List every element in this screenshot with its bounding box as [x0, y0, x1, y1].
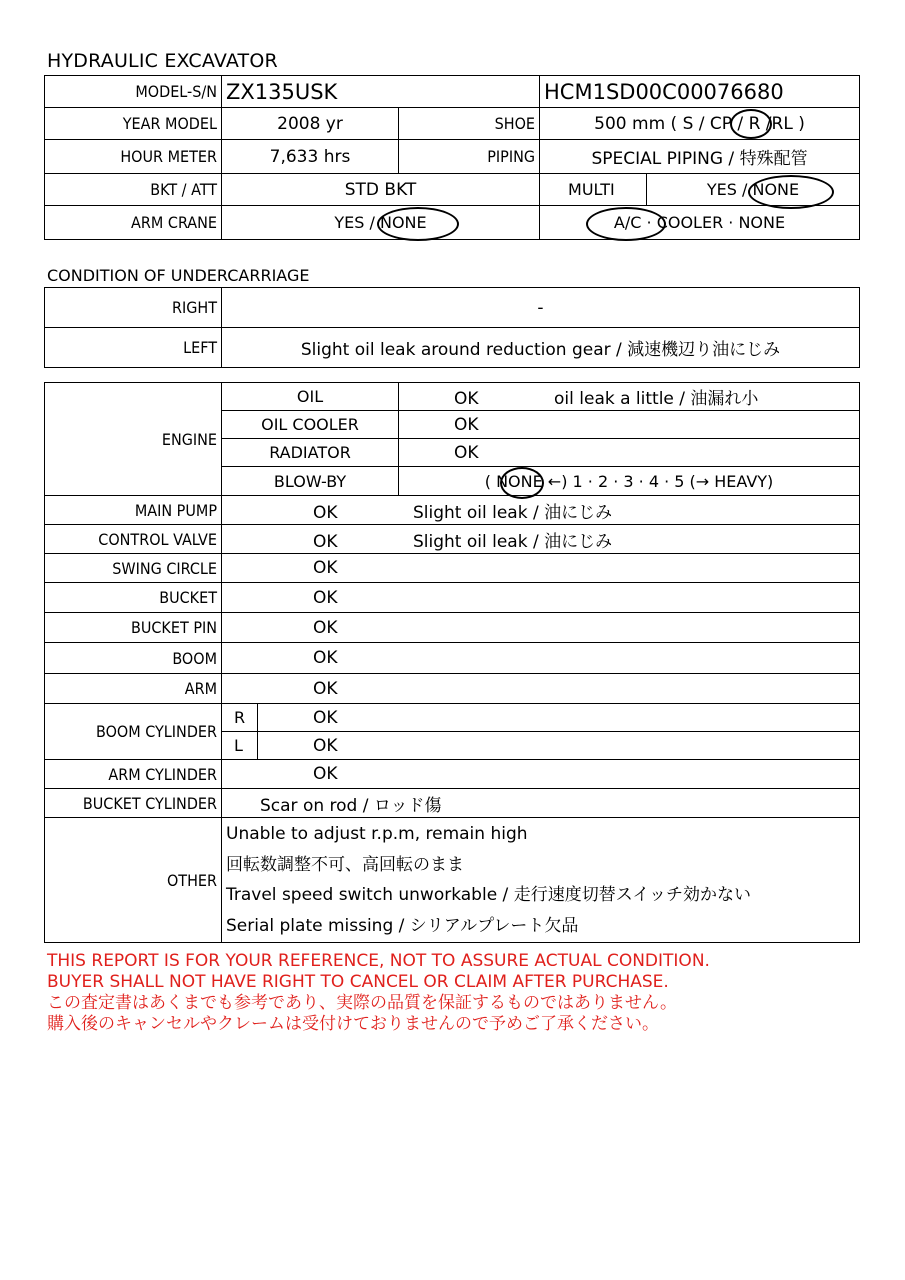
hour-meter-label: HOUR METER — [45, 140, 222, 174]
multi-label: MULTI — [540, 174, 647, 206]
disclaimer-line: 購入後のキャンセルやクレームは受付けておりませんので予めご了承ください。 — [47, 1014, 659, 1034]
arm-crane-none-circle — [377, 207, 459, 241]
serial-number-value: HCM1SD00C00076680 — [540, 76, 860, 108]
blowby-level-circle — [500, 467, 544, 499]
disclaimer — [47, 951, 710, 1035]
model-sn-label: MODEL-S/N — [45, 76, 222, 108]
multi-none-circle — [748, 175, 834, 209]
arm-status: OK — [222, 674, 860, 704]
boom-cylinder-l-status: OK — [258, 732, 860, 760]
oil-cooler-status: OK — [399, 411, 860, 439]
bucket-label: BUCKET — [45, 583, 222, 613]
control-valve-status: OK — [313, 531, 338, 552]
other-line: Serial plate missing / シリアルプレート欠品 — [226, 915, 579, 936]
ac-circle — [586, 207, 666, 241]
year-value: 2008 yr — [222, 108, 399, 140]
arm-cylinder-status: OK — [222, 760, 860, 789]
other-line: 回転数調整不可、高回転のまま — [226, 854, 464, 875]
boom-cylinder-r-status: OK — [258, 704, 860, 732]
bkt-value: STD BKT — [222, 174, 540, 206]
oil-note: oil leak a little / 油漏れ小 — [554, 389, 759, 409]
control-valve-label: CONTROL VALVE — [45, 525, 222, 554]
right-label: RIGHT — [45, 288, 222, 328]
undercarriage-heading: CONDITION OF UNDERCARRIAGE — [47, 266, 310, 285]
blowby-scale: ( NONE ←) 1 · 2 · 3 · 4 · 5 (→ HEAVY) — [399, 467, 860, 496]
left-label: LEFT — [45, 328, 222, 368]
arm-cylinder-label: ARM CYLINDER — [45, 760, 222, 789]
engine-label: ENGINE — [45, 383, 222, 496]
ac-options: A/C · COOLER · NONE — [540, 206, 860, 240]
bucket-pin-label: BUCKET PIN — [45, 613, 222, 643]
multi-options: YES / NONE — [647, 174, 860, 206]
radiator-label: RADIATOR — [222, 439, 399, 467]
piping-label: PIPING — [399, 140, 540, 174]
boom-status: OK — [222, 643, 860, 674]
bucket-cylinder-label: BUCKET CYLINDER — [45, 789, 222, 818]
boom-cylinder-l-label: L — [222, 732, 258, 760]
left-value: Slight oil leak around reduction gear / 減速機辺り油にじみ — [222, 328, 860, 368]
oil-status: OK — [454, 389, 479, 409]
shoe-label: SHOE — [399, 108, 540, 140]
oil-cooler-label: OIL COOLER — [222, 411, 399, 439]
other-line: Unable to adjust r.p.m, remain high — [226, 824, 528, 844]
bucket-status: OK — [222, 583, 860, 613]
main-pump-label: MAIN PUMP — [45, 496, 222, 525]
inspection-table — [44, 382, 860, 943]
piping-value: SPECIAL PIPING / 特殊配管 — [540, 140, 860, 174]
boom-label: BOOM — [45, 643, 222, 674]
blowby-label: BLOW-BY — [222, 467, 399, 496]
disclaimer-line: この査定書はあくまでも参考であり、実際の品質を保証するものではありません。 — [47, 993, 678, 1013]
year-model-label: YEAR MODEL — [45, 108, 222, 140]
swing-circle-status: OK — [222, 554, 860, 583]
boom-cylinder-r-label: R — [222, 704, 258, 732]
page-title: HYDRAULIC EXCAVATOR — [47, 50, 278, 72]
arm-label: ARM — [45, 674, 222, 704]
hours-value: 7,633 hrs — [222, 140, 399, 174]
control-valve-note: Slight oil leak / 油にじみ — [413, 531, 613, 552]
boom-cylinder-label: BOOM CYLINDER — [45, 704, 222, 760]
arm-crane-label: ARM CRANE — [45, 206, 222, 240]
undercarriage-table — [44, 287, 860, 368]
shoe-cp-circle — [730, 109, 772, 139]
bucket-cylinder-note: Scar on rod / ロッド傷 — [222, 789, 860, 818]
arm-crane-options: YES / NONE — [222, 206, 540, 240]
shoe-value: 500 mm ( S / CP / R /RL ) — [540, 108, 860, 140]
bucket-pin-status: OK — [222, 613, 860, 643]
disclaimer-line: BUYER SHALL NOT HAVE RIGHT TO CANCEL OR CLAIM AFTER PURCHASE. — [47, 972, 669, 992]
main-pump-note: Slight oil leak / 油にじみ — [413, 502, 613, 523]
oil-label: OIL — [222, 383, 399, 411]
bkt-att-label: BKT / ATT — [45, 174, 222, 206]
swing-circle-label: SWING CIRCLE — [45, 554, 222, 583]
model-value: ZX135USK — [222, 76, 540, 108]
other-label: OTHER — [45, 818, 222, 943]
right-value: - — [222, 288, 860, 328]
radiator-status: OK — [399, 439, 860, 467]
other-line: Travel speed switch unworkable / 走行速度切替スイッチ効かない — [226, 885, 752, 905]
main-pump-status: OK — [313, 502, 338, 523]
disclaimer-line: THIS REPORT IS FOR YOUR REFERENCE, NOT TO ASSURE ACTUAL CONDITION. — [47, 951, 710, 971]
